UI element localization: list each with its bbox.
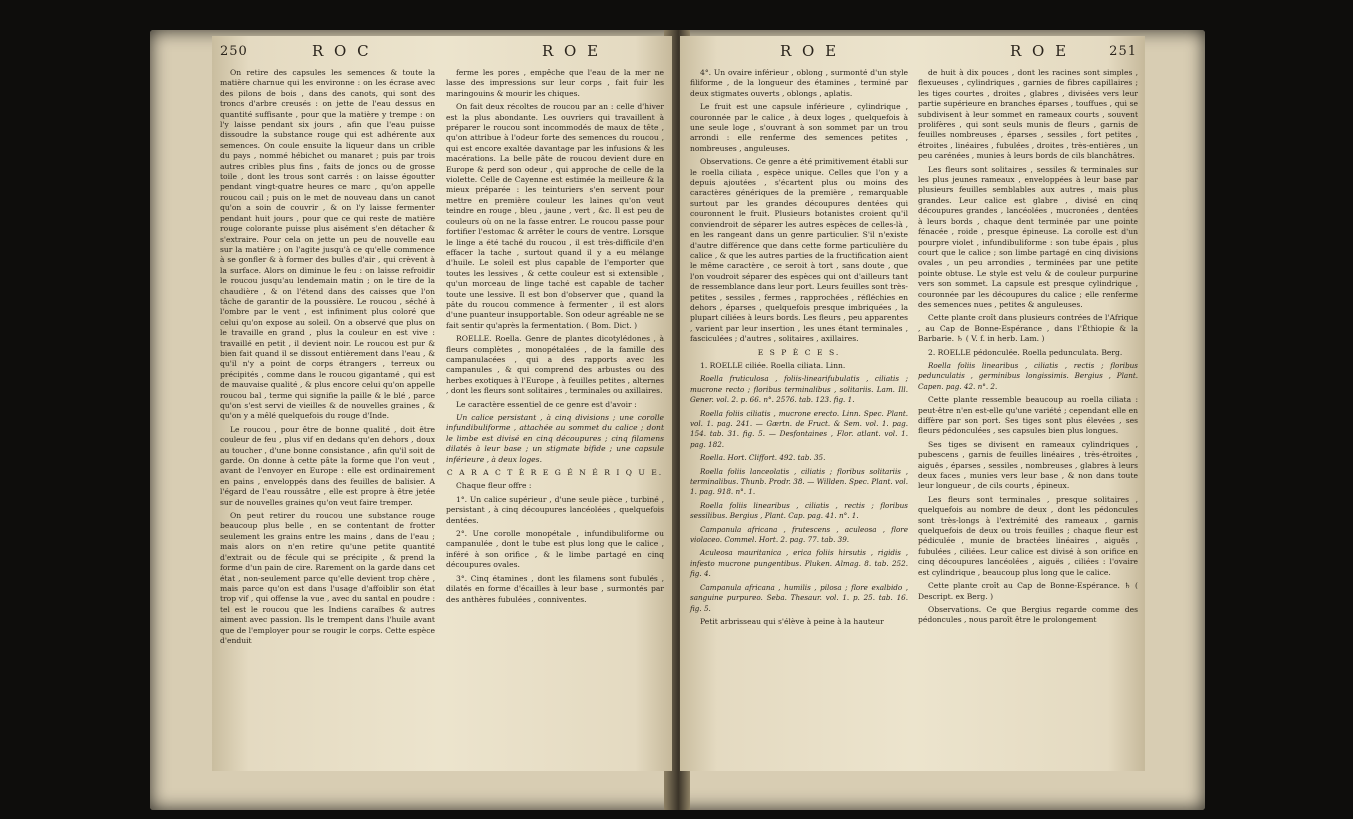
paragraph: 2°. Une corolle monopétale , infundibuliforme ou campanulée , dont le tube est plus long que le calice , inféré à son orifice , & le limbe partagé en cinq découpures ovales. bbox=[446, 529, 664, 570]
citation: Roella. Hort. Cliffort. 492. tab. 35. bbox=[700, 453, 826, 463]
paragraph: Les fleurs sont terminales , presque solitaires , quelquefois au nombre de deux , dont les pédoncules sont très-longs à l'extrémité des rameaux , garnis quelquefois de deux ou trois feuilles ; chaque fleur est pédiculée , munie de bractées linéaires , aiguës , fubulées , ciliées. Leur calice est divisé à son orifice en cinq découpures lancéolées , aiguës , ciliées : l'ovaire est cylindrique , beaucoup plus long que le calice. bbox=[918, 494, 1138, 577]
paragraph: 1. ROELLE ciliée. Roella ciliata. Linn. bbox=[700, 360, 846, 370]
paragraph: On fait deux récoltes de roucou par an : celle d'hiver est la plus abondante. Les ouvriers qui travaillent à préparer le roucou sont incommodés de maux de tête , qu'on attribue à l'odeur forte des semences du roucou , qui est encore exaltée davantage par les infusions & les macérations. La belle pâte de roucou devient dure en Europe & perd son odeur , qui approche de celle de la violette. Celle de Cayenne est estimée la meilleure & la mieux préparée : les teinturiers s'en servent pour mettre en première couleur les laines qu'on veut teindre en rouge , bleu , jaune , vert , &c. Il est peu de couleurs où on ne la fasse entrer. Le roucou passe pour fortifier l'estomac & arrêter le cours de ventre. Lorsque le linge a été taché du roucou , il est très-difficile d'en effacer la tache , surtout quand il y a eu mélange d'huile. Le soleil est plus capable de l'emporter que toutes les lessives , & cette couleur est si extensible , qu'un morceau de linge taché est capable de tacher toute une lessive. Il est bon d'observer que , quand la pâte du roucou commence à fermenter , il est alors d'une puanteur insupportable. Son odeur agréable ne se fait sentir qu'après la fermentation. ( Bom. Dict. ) bbox=[446, 102, 664, 330]
left-head-col2: R O E bbox=[542, 42, 602, 60]
left-head-col1: R O C bbox=[312, 42, 372, 60]
right-column-2 bbox=[918, 68, 1138, 629]
paragraph: Ses tiges se divisent en rameaux cylindriques , pubescens , garnis de feuilles linéaires , très-étroites , aiguës , éparses , sessiles , nombreuses , glabres à leurs deux faces , munies vers leur base , & non dans toute leur longueur , de cils courts , épineux. bbox=[918, 439, 1138, 491]
left-column-1 bbox=[220, 68, 435, 649]
right-page bbox=[680, 36, 1145, 771]
left-page bbox=[212, 36, 672, 771]
paragraph: Observations. Ce que Bergius regarde comme des pédoncules , nous paroît être le prolongement bbox=[918, 604, 1138, 625]
paragraph: 3°. Cinq étamines , dont les filamens sont fubulés , dilatés en forme d'écailles à leur base , surmontés par des anthères fubulées , conniventes. bbox=[446, 573, 664, 604]
paragraph: ferme les pores , empêche que l'eau de la mer ne lasse des impressions sur leur corps , fait fuir les maringouins & mourir les chiques. bbox=[446, 68, 664, 98]
right-column-1 bbox=[690, 68, 908, 630]
right-page-number: 251 bbox=[1109, 44, 1137, 59]
citation: Roella foliis ciliatis , mucrone erecto. Linn. Spec. Plant. vol. 1. pag. 241. — Gærtn. de Fruct. & Sem. vol. 1. pag. 154. tab. 31. fig. 5. — Desfontaines , Flor. atlant. vol. 1. pag. 182. bbox=[690, 408, 908, 449]
citation: Roella foliis lanceolatis , ciliatis ; floribus solitariis , terminalibus. Thunb. Prodr. 38. — Willden. Spec. Plant. vol. 1. pag. 918. n°. 1. bbox=[690, 466, 908, 497]
paragraph: Un calice persistant , à cinq divisions ; une corolle infundibuliforme , attachée au sommet du calice ; dont le limbe est divisé en cinq découpures ; cinq filamens dilatés à leur base ; un stigmate bifide ; une capsule inférieure , à deux loges. bbox=[446, 413, 664, 464]
paragraph: Cette plante ressemble beaucoup au roella ciliata : peut-être n'en est-elle qu'une variété ; cependant elle en diffère par son port. Ses tiges sont plus élevées , ses fleurs pédonculées , ses capsules bien plus longues. bbox=[918, 395, 1138, 436]
paragraph: Chaque fleur offre : bbox=[456, 481, 532, 491]
citation: Campanula africana , frutescens , aculeosa , flore violaceo. Commel. Hort. 2. pag. 77. tab. 39. bbox=[690, 524, 908, 545]
left-running-head bbox=[212, 42, 672, 64]
section-heading: E S P È C E S. bbox=[757, 347, 841, 357]
paragraph: Le roucou , pour être de bonne qualité , doit être couleur de feu , plus vif en dedans qu'en dehors , doux au toucher , d'une bonne consistance , afin qu'il soit de garde. On donne à cette pâte la forme que l'on veut , avant de l'envoyer en Europe : elle est ordinairement en pains , enveloppés dans des feuilles de balisier. A l'égard de l'eau roussâtre , elle est propre à être jetée sur de nouvelles graines qu'on veut faire tremper. bbox=[220, 424, 435, 507]
right-head-col1: R O E bbox=[780, 42, 840, 60]
citation: Roella fruticulosa , foliis-linearifubulatis , ciliatis ; mucrone recto ; floribus terminalibus , solitariis. Lam. Ill. Gener. vol. 2. p. 66. n°. 2576. tab. 123. fig. 1. bbox=[690, 374, 908, 405]
paragraph: Cette plante croît au Cap de Bonne-Espérance. ♄ ( Descript. ex Berg. ) bbox=[918, 581, 1138, 601]
paragraph: 4°. Un ovaire inférieur , oblong , surmonté d'un style filiforme , de la longueur des étamines , terminé par deux stigmates ouverts , oblongs , aplatis. bbox=[690, 68, 908, 98]
paragraph: 1°. Un calice supérieur , d'une seule pièce , turbiné , persistant , à cinq découpures lancéolées , quelquefois dentées. bbox=[446, 494, 664, 525]
paragraph: Petit arbrisseau qui s'élève à peine à la hauteur bbox=[700, 616, 884, 626]
paragraph: On peut retirer du roucou une substance rouge beaucoup plus belle , en se contentant de frotter seulement les grains entre les mains , dans de l'eau ; mais alors on n'en retire qu'une petite quantité d'extrait ou de fécule qui se précipite , & prend la forme d'un pain de cire. Rarement on la garde dans cet état , non-seulement parce qu'elle devient trop chère , mais parce qu'on est dans l'usage d'affoiblir son état trop vif , qui offense la vue , avec du santal en poudre : tel est le roucou que les Indiens caraïbes & autres aiment avec passion. Ils le trempent dans l'huile avant que de l'employer pour se rougir le corps. Cette espèce d'enduit bbox=[220, 511, 435, 645]
paragraph: Observations. Ce genre a été primitivement établi sur le roella ciliata , espèce unique. Celles que l'on y a depuis ajoutées , s'écartent plus ou moins des caractères génériques de la première , remarquable surtout par les grandes découpures dentées qui couronnent le fruit. Plusieurs botanistes croient qu'il conviendroit de séparer les autres espèces de celles-là , en les rangeant dans un genre particulier. S'il n'existe d'autre différence que dans cette forme particulière du calice , & que les autres parties de la fructification aient le même caractère , ce seroit à tort , sans doute , que l'on voudroit séparer des espèces qui ont d'ailleurs tant de ressemblance dans leur port. Leurs feuilles sont très-petites , sessiles , fermes , rapprochées , réfléchies en dehors , éparses , quelquefois presque imbriquées , la plupart ciliées à leurs bords. Les fleurs , peu apparentes , varient par leur insertion , les unes étant terminales , fasciculées ; d'autres , solitaires , axillaires. bbox=[690, 157, 908, 344]
paragraph: Le caractère essentiel de ce genre est d'avoir : bbox=[456, 399, 637, 409]
citation: Roella foliis linearibus , ciliatis , rectis ; floribus sessilibus. Bergius , Plant. Cap. pag. 41. n°. 1. bbox=[690, 500, 908, 521]
left-column-2 bbox=[446, 68, 664, 608]
right-running-head bbox=[680, 42, 1145, 64]
section-heading: C A R A C T È R E G É N É R I Q U E. bbox=[446, 468, 664, 478]
citation: Roella foliis linearibus , ciliatis , rectis ; floribus pedunculatis , germinibus longissimis. Bergius , Plant. Capen. pag. 42. n°. 2. bbox=[918, 360, 1138, 391]
citation: Aculeosa mauritanica , erica foliis hirsutis , rigidis , infesto mucrone pungentibus. Pluken. Almag. 8. tab. 252. fig. 4. bbox=[690, 548, 908, 579]
paragraph: ROELLE. Roella. Genre de plantes dicotylédones , à fleurs complètes , monopétalées , de la famille des campanulacées , qui a des rapports avec les campanules , & qui comprend des arbustes ou des herbes exotiques à l'Europe , à feuilles petites , alternes , dont les fleurs sont solitaires , terminales ou axillaires. bbox=[446, 334, 664, 396]
paragraph: Le fruit est une capsule inférieure , cylindrique , couronnée par le calice , à deux loges , quelquefois à une seule loge , s'ouvrant à son sommet par un trou arrondi : elle renferme des semences petites , nombreuses , anguleuses. bbox=[690, 102, 908, 153]
paragraph: 2. ROELLE pédonculée. Roella pedunculata. Berg. bbox=[928, 347, 1123, 357]
left-page-number: 250 bbox=[220, 44, 248, 59]
paragraph: de huit à dix pouces , dont les racines sont simples , flexueuses , cylindriques , garnies de fibres capillaires ; les tiges courtes , droites , glabres , divisées vers leur partie supérieure en branches éparses , touffues , qui se subdivisent à leur sommet en rameaux courts , souvent prolifères , qui sont seuls munis de fleurs , garnis de feuilles nombreuses , éparses , sessiles , fort petites , étroites , linéaires , fubulées , droites , très-entières , un peu carénées , munies à leurs bords de cils blanchâtres. bbox=[918, 68, 1138, 161]
citation: Campanula africana , humilis , pilosa ; flore exalbido , sanguine purpureo. Seba. Thesaur. vol. 1. p. 25. tab. 16. fig. 5. bbox=[690, 582, 908, 613]
right-head-col2: R O E bbox=[1010, 42, 1070, 60]
paragraph: On retire des capsules les semences & toute la matière charnue qui les environne : on les écrase avec des pilons de bois , dans des canots, qui sont des troncs d'arbre creusés : on jette de l'eau dessus en quantité suffisante , pour que la matière y trempe : on l'y laisse pendant six jours , afin que l'eau puisse dissoudre la substance rouge qui est adhérente aux semences. On coule ensuite la liqueur dans un crible du pays , nommé hébichet ou manaret ; puis par trois autres cribles plus fins , faits de joncs ou de grosse toile , dont les trous sont carrés : on laisse égoutter pendant vingt-quatre heures ce marc , qu'on appelle roucou cail ; puis on le met de nouveau dans un canot qu'on a soin de couvrir , & on l'y laisse fermenter pendant huit jours , pour que ce qui reste de matière rouge colorante puisse plus aisément s'en détacher & s'extraire. Pour cela on jette un peu de nouvelle eau sur la matière ; on l'agite jusqu'à ce qu'elle commence à se gonfler & à former des bulles d'air , qui crèvent à la surface. Alors on diminue le feu : on laisse refroidir le roucou jusqu'au lendemain matin ; on le tire de la chaudière , & on l'étend dans des caisses que l'on tâche de garantir de la poussière. Le roucou , séché à l'ombre par le vent , est infiniment plus coloré que celui qu'on expose au soleil. On a observé que plus on le travaille en grand , plus la couleur en est vive : travaillé en petit , il devient noir. Le roucou est pur & bien fait quand il se dissout entièrement dans l'eau , & qu'il n'y a point de corps étrangers , terreux ou précipités , comme dans le roucou gigantamé , qui est de mauvaise qualité , & plus encore celui qu'on appelle roucou bal , terme qui signifie la paille & le blé , parce qu'on s'est servi de vieilles & de nouvelles graines , & qu'on y a mêlé quelquefois du rouge d'Inde. bbox=[220, 68, 435, 421]
paragraph: Les fleurs sont solitaires , sessiles & terminales sur les plus jeunes rameaux , enveloppées à leur base par plusieurs feuilles semblables aux autres , mais plus grandes. Leur calice est glabre , divisé en cinq découpures grandes , lancéolées , mucronées , dentées à leurs bords , chaque dent terminée par une pointe fénacée , roide , presque épineuse. La corolle est d'un pourpre violet , infundibuliforme : son tube épais , plus court que le calice ; son limbe partagé en cinq divisions ovales , un peu arrondies , terminées par une petite pointe obtuse. Le style est velu & de couleur purpurine vers son sommet. La capsule est presque cylindrique , couronnée par les découpures du calice ; elle renferme des semences nues , petites & anguleuses. bbox=[918, 164, 1138, 309]
paragraph: Cette plante croît dans plusieurs contrées de l'Afrique , au Cap de Bonne-Espérance , dans l'Éthiopie & la Barbarie. ♄ ( V. f. in herb. Lam. ) bbox=[918, 313, 1138, 344]
